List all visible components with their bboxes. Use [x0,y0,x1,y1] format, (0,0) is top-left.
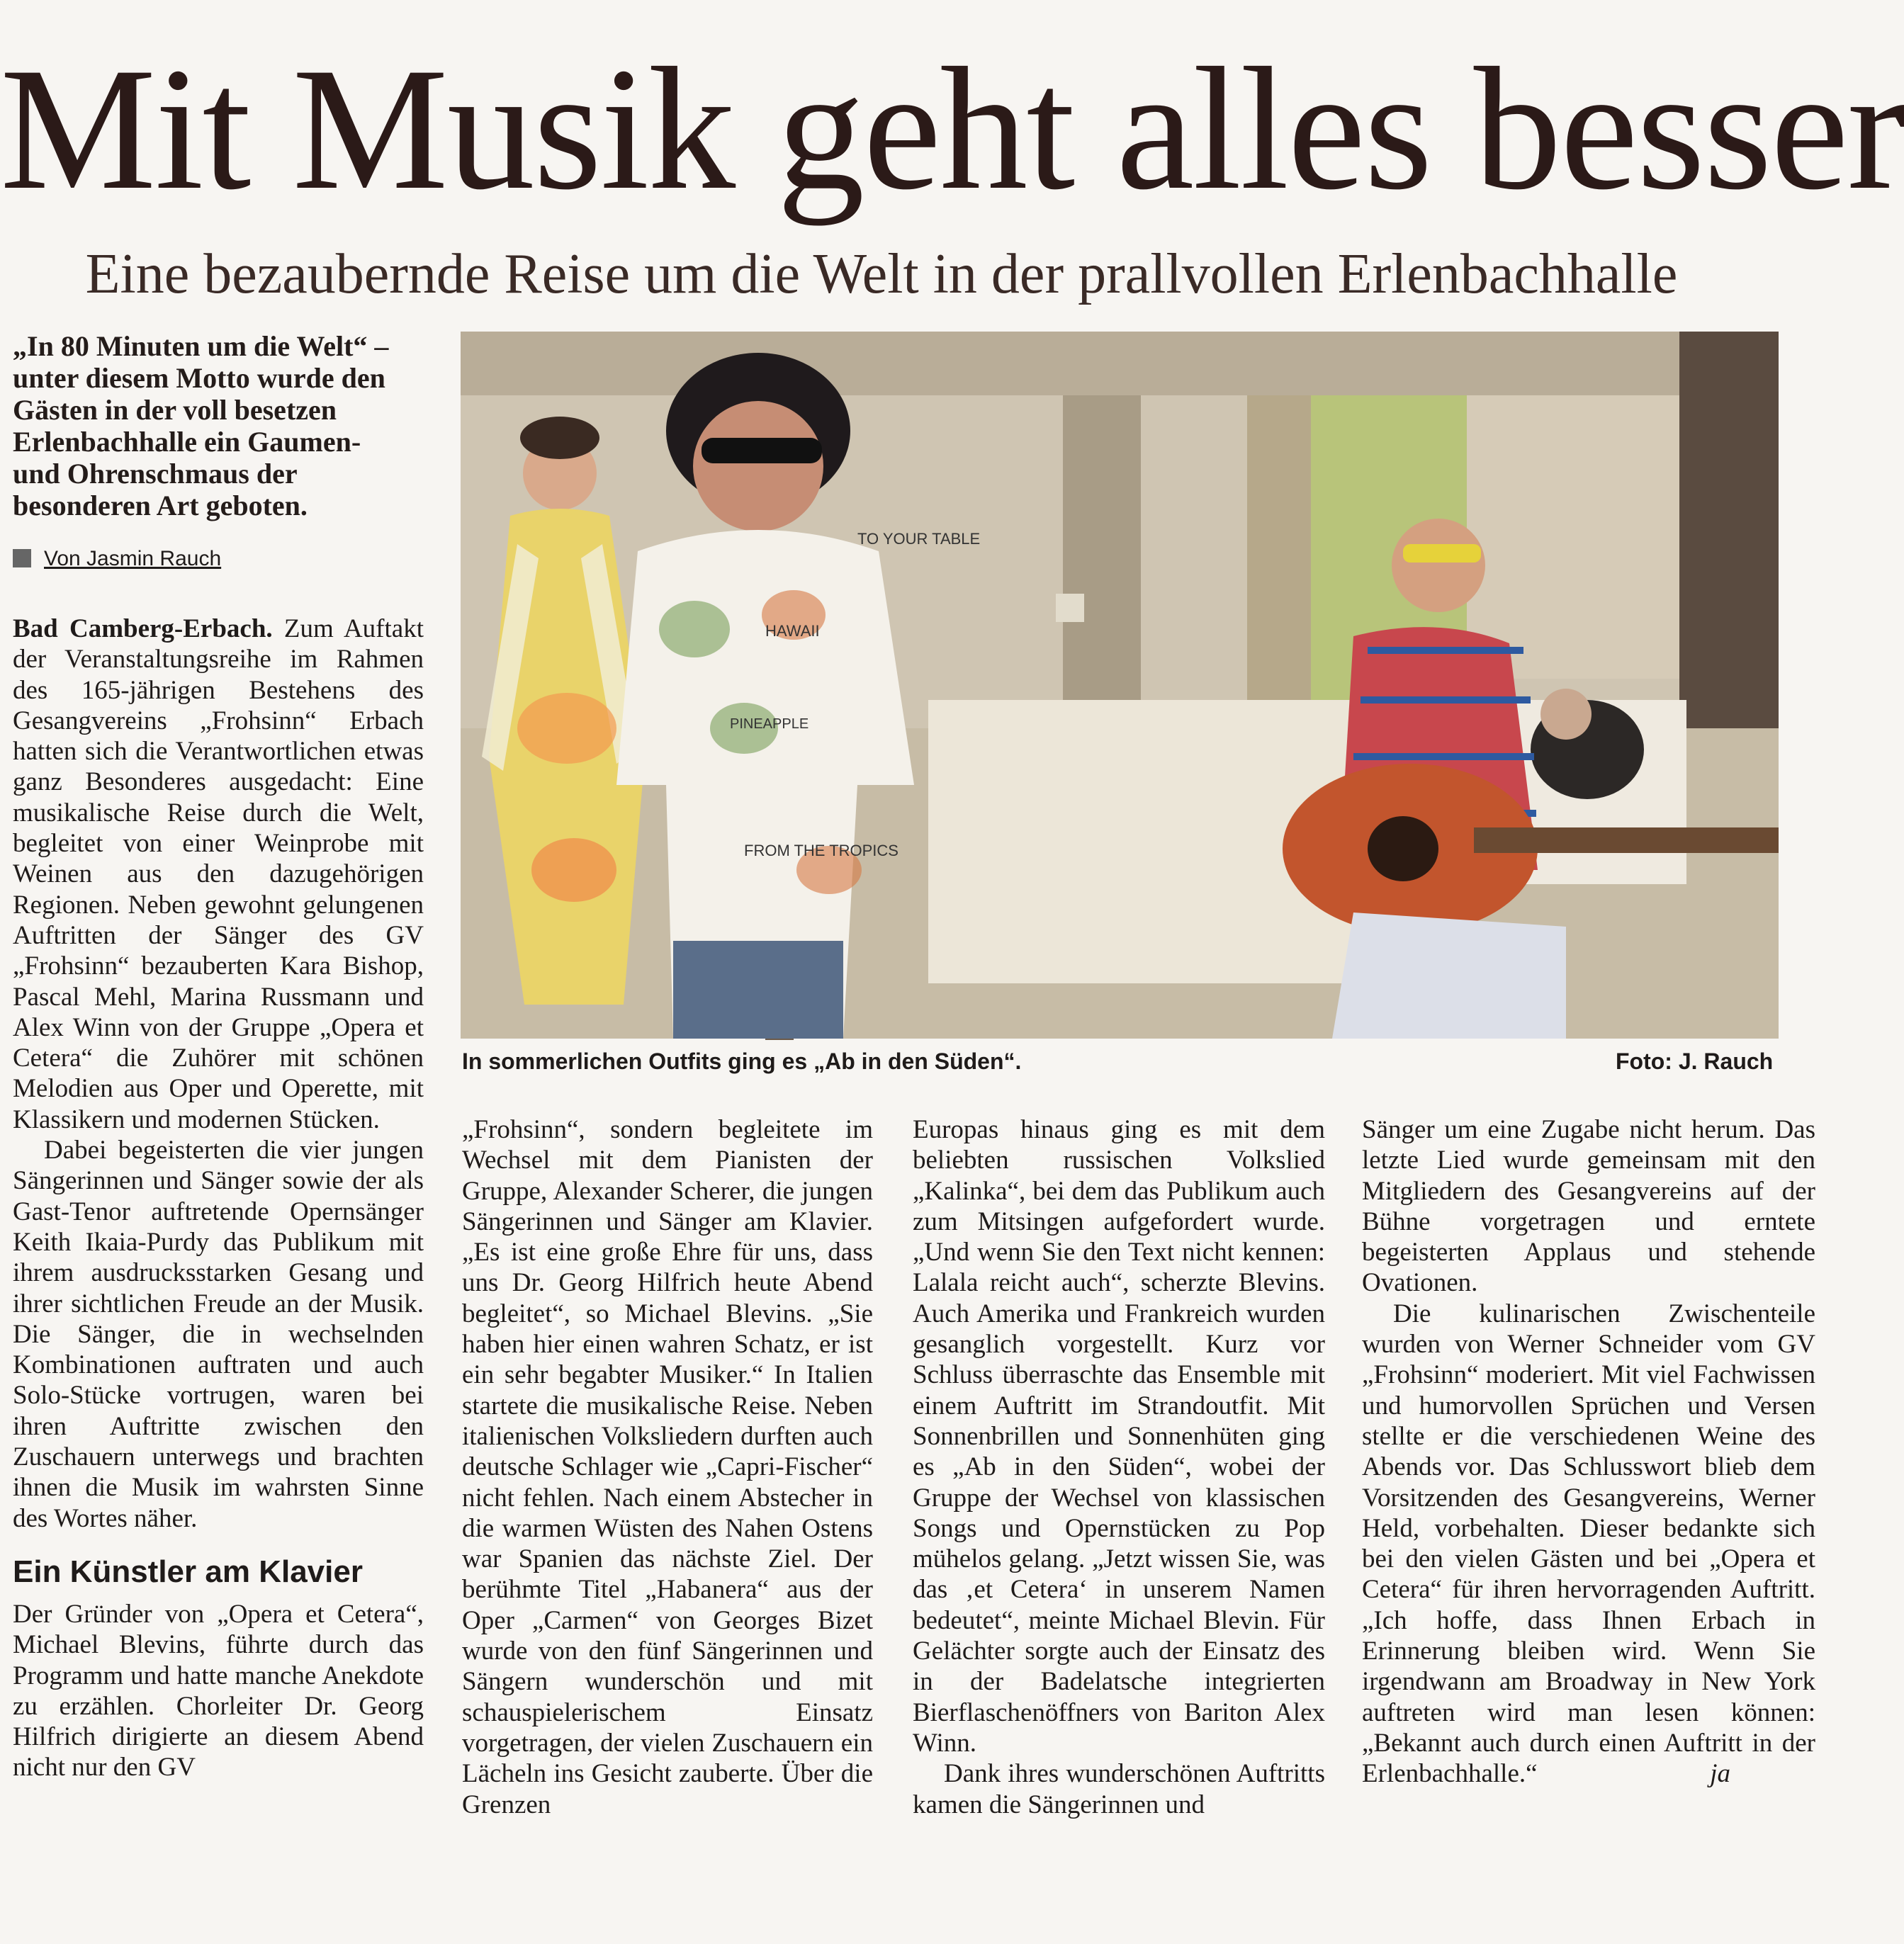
headline: Mit Musik geht alles besser [0,31,1904,226]
photo-credit: Foto: J. Rauch [1616,1049,1774,1074]
paragraph-5-text: Die kulinarischen Zwischenteile wurden von Werner Schneider vom GV „Frohsinn“ moderiert. Mit viel Fachwissen und humorvollen Sprüchen und Versen stellte er die verschiedenen Weine des Abends vor. Das Schlusswort blieb dem Vorsitzenden des Gesangvereins, Werner Held, vorbehalten. Dieser bedankte sich bei den vielen Gästen und bei „Opera et Cetera“ für ihren hervorragenden Auftritt. „Ich hoffe, dass Ihnen Erbach in Erinnerung bleiben wird. Wenn Sie irgendwann am Broadway in New York auftreten wird man lesen können: „Bekannt auch durch einen Auftritt in der Erlenbachhalle.“ [1362,1299,1815,1789]
shirt-print-2: FROM THE TROPICS [744,842,899,859]
paragraph-5 [1362,1299,1815,1790]
shirt-print-3: HAWAII [765,622,820,640]
byline-square-icon [13,549,31,567]
photo-caption: In sommerlichen Outfits ging es „Ab in den Süden“. [462,1049,1022,1074]
column-1 [13,614,424,1783]
paragraph-3-continued-2: Europas hinaus ging es mit dem beliebten russischen Volkslied „Kalinka“, bei dem das Publikum auch zum Mitsingen aufgefordert wurde. „Und wenn Sie den Text nicht kennen: Lalala reicht auch“, scherzte Blevins. Auch Amerika und Frankreich wurden gesanglich vorgestellt. Kurz vor Schluss überraschte das Ensemble mit einem Auftritt im Strandoutfit. Mit Sonnenbrillen und Sonnenhüten ging es „Ab in den Süden“, wobei der Gruppe der Wechsel von klassischen Songs und Opernstücken zu Pop mühelos gelang. „Jetzt wissen Sie, was das ‚et Cetera‘ in unserem Namen bedeutet“, meinte Michael Blevin. Für Gelächter sorgte auch der Einsatz des in der Badelatsche integrierten Bierflaschenöffners von Bariton Alex Winn. [913,1115,1325,1758]
paragraph-2: Dabei begeisterten die vier jungen Sängerinnen und Sänger sowie der als Gast-Tenor auftretende Opernsänger Keith Ikaia-Purdy das Publikum mit ihrem ausdrucksstarken Gesang und ihrer sichtlichen Freude an der Musik. Die Sänger, die in wechselnden Kombinationen auftraten und auch Solo-Stücke vortrugen, waren bei ihren Auftritte zwischen den Zuschauern unterwegs und brachten ihnen die Musik im wahrsten Sinne des Wortes näher. [13,1136,424,1533]
subheading: Ein Künstler am Klavier [13,1554,363,1589]
byline-author[interactable]: Von Jasmin Rauch [44,547,222,570]
author-signature: ja [1710,1759,1730,1789]
column-3 [913,1114,1325,1820]
paragraph-3-continued: „Frohsinn“, sondern begleitete im Wechsel mit dem Pianisten der Gruppe, Alexander Scherer, die jungen Sängerinnen und Sänger am Klavier. „Es ist eine große Ehre für uns, dass uns Dr. Georg Hilfrich heute Abend begleitet“, so Michael Blevins. „Sie haben hier einen wahren Schatz, er ist ein sehr begabter Musiker.“ In Italien startete die musikalische Reise. Neben italienischen Volksliedern durften auch deutsche Schlager wie „Capri-Fischer“ nicht fehlen. Nach einem Abstecher in die warmen Wüsten des Nahen Ostens war Spanien das nächste Ziel. Der berühmte Titel „Habanera“ aus der Oper „Carmen“ von Georges Bizet wurde von den fünf Sängerinnen und Sängern wunderschön und mit schauspielerischem Einsatz vorgetragen, der vielen Zuschauern ein Lächeln ins Gesicht zauberte. Über die Grenzen [462,1115,873,1819]
subheadline: Eine bezaubernde Reise um die Welt in der prallvollen Erlenbachhalle [85,243,1678,305]
paragraph-4-continued: Sänger um eine Zugabe nicht herum. Das letzte Lied wurde gemeinsam mit den Mitgliedern des Gesangvereins auf der Bühne vorgetragen und erntete begeisterten Applaus und stehende Ovationen. [1362,1115,1815,1298]
paragraph-4: Dank ihres wunderschönen Auftritts kamen die Sängerinnen und [913,1759,1325,1819]
column-2 [462,1114,873,1820]
paragraph-3: Der Gründer von „Opera et Cetera“, Michael Blevins, führte durch das Programm und hatte manche Anekdote zu erzählen. Chorleiter Dr. Georg Hilfrich dirigierte an diesem Abend nicht nur den GV [13,1599,424,1782]
shirt-print-4: PINEAPPLE [730,716,809,732]
paragraph-1 [13,614,424,1135]
photo-illustration [461,332,1779,1039]
dateline: Bad Camberg-Erbach. [13,614,273,643]
paragraph-1-text: Zum Auftakt der Veranstaltungsreihe im Rahmen des 165-jährigen Bestehens des Gesangvereins „Frohsinn“ Erbach hatten sich die Verantwortlichen etwas ganz Besonderes ausgedacht: Eine musikalische Reise durch die Welt, begleitet von einer Weinprobe mit Weinen aus den dazugehörigen Regionen. Neben gewohnt gelungenen Auftritten der Sänger des GV „Frohsinn“ bezauberten Kara Bishop, Pascal Mehl, Marina Russmann und Alex Winn von der Gruppe „Opera et Cetera“ die Zuhörer mit schönen Melodien aus Oper und Operette, mit Klassikern und modernen Stücken. [13,614,424,1134]
article-photo [461,332,1779,1039]
shirt-print-1: TO YOUR TABLE [857,530,981,548]
lead-paragraph: „In 80 Minuten um die Welt“ – unter diesem Motto wurde den Gästen in der voll besetzen Erlenbachhalle ein Gaumen- und Ohrenschmaus der besonderen Art geboten. [13,330,389,521]
byline [13,547,221,571]
column-4 [1362,1114,1815,1790]
